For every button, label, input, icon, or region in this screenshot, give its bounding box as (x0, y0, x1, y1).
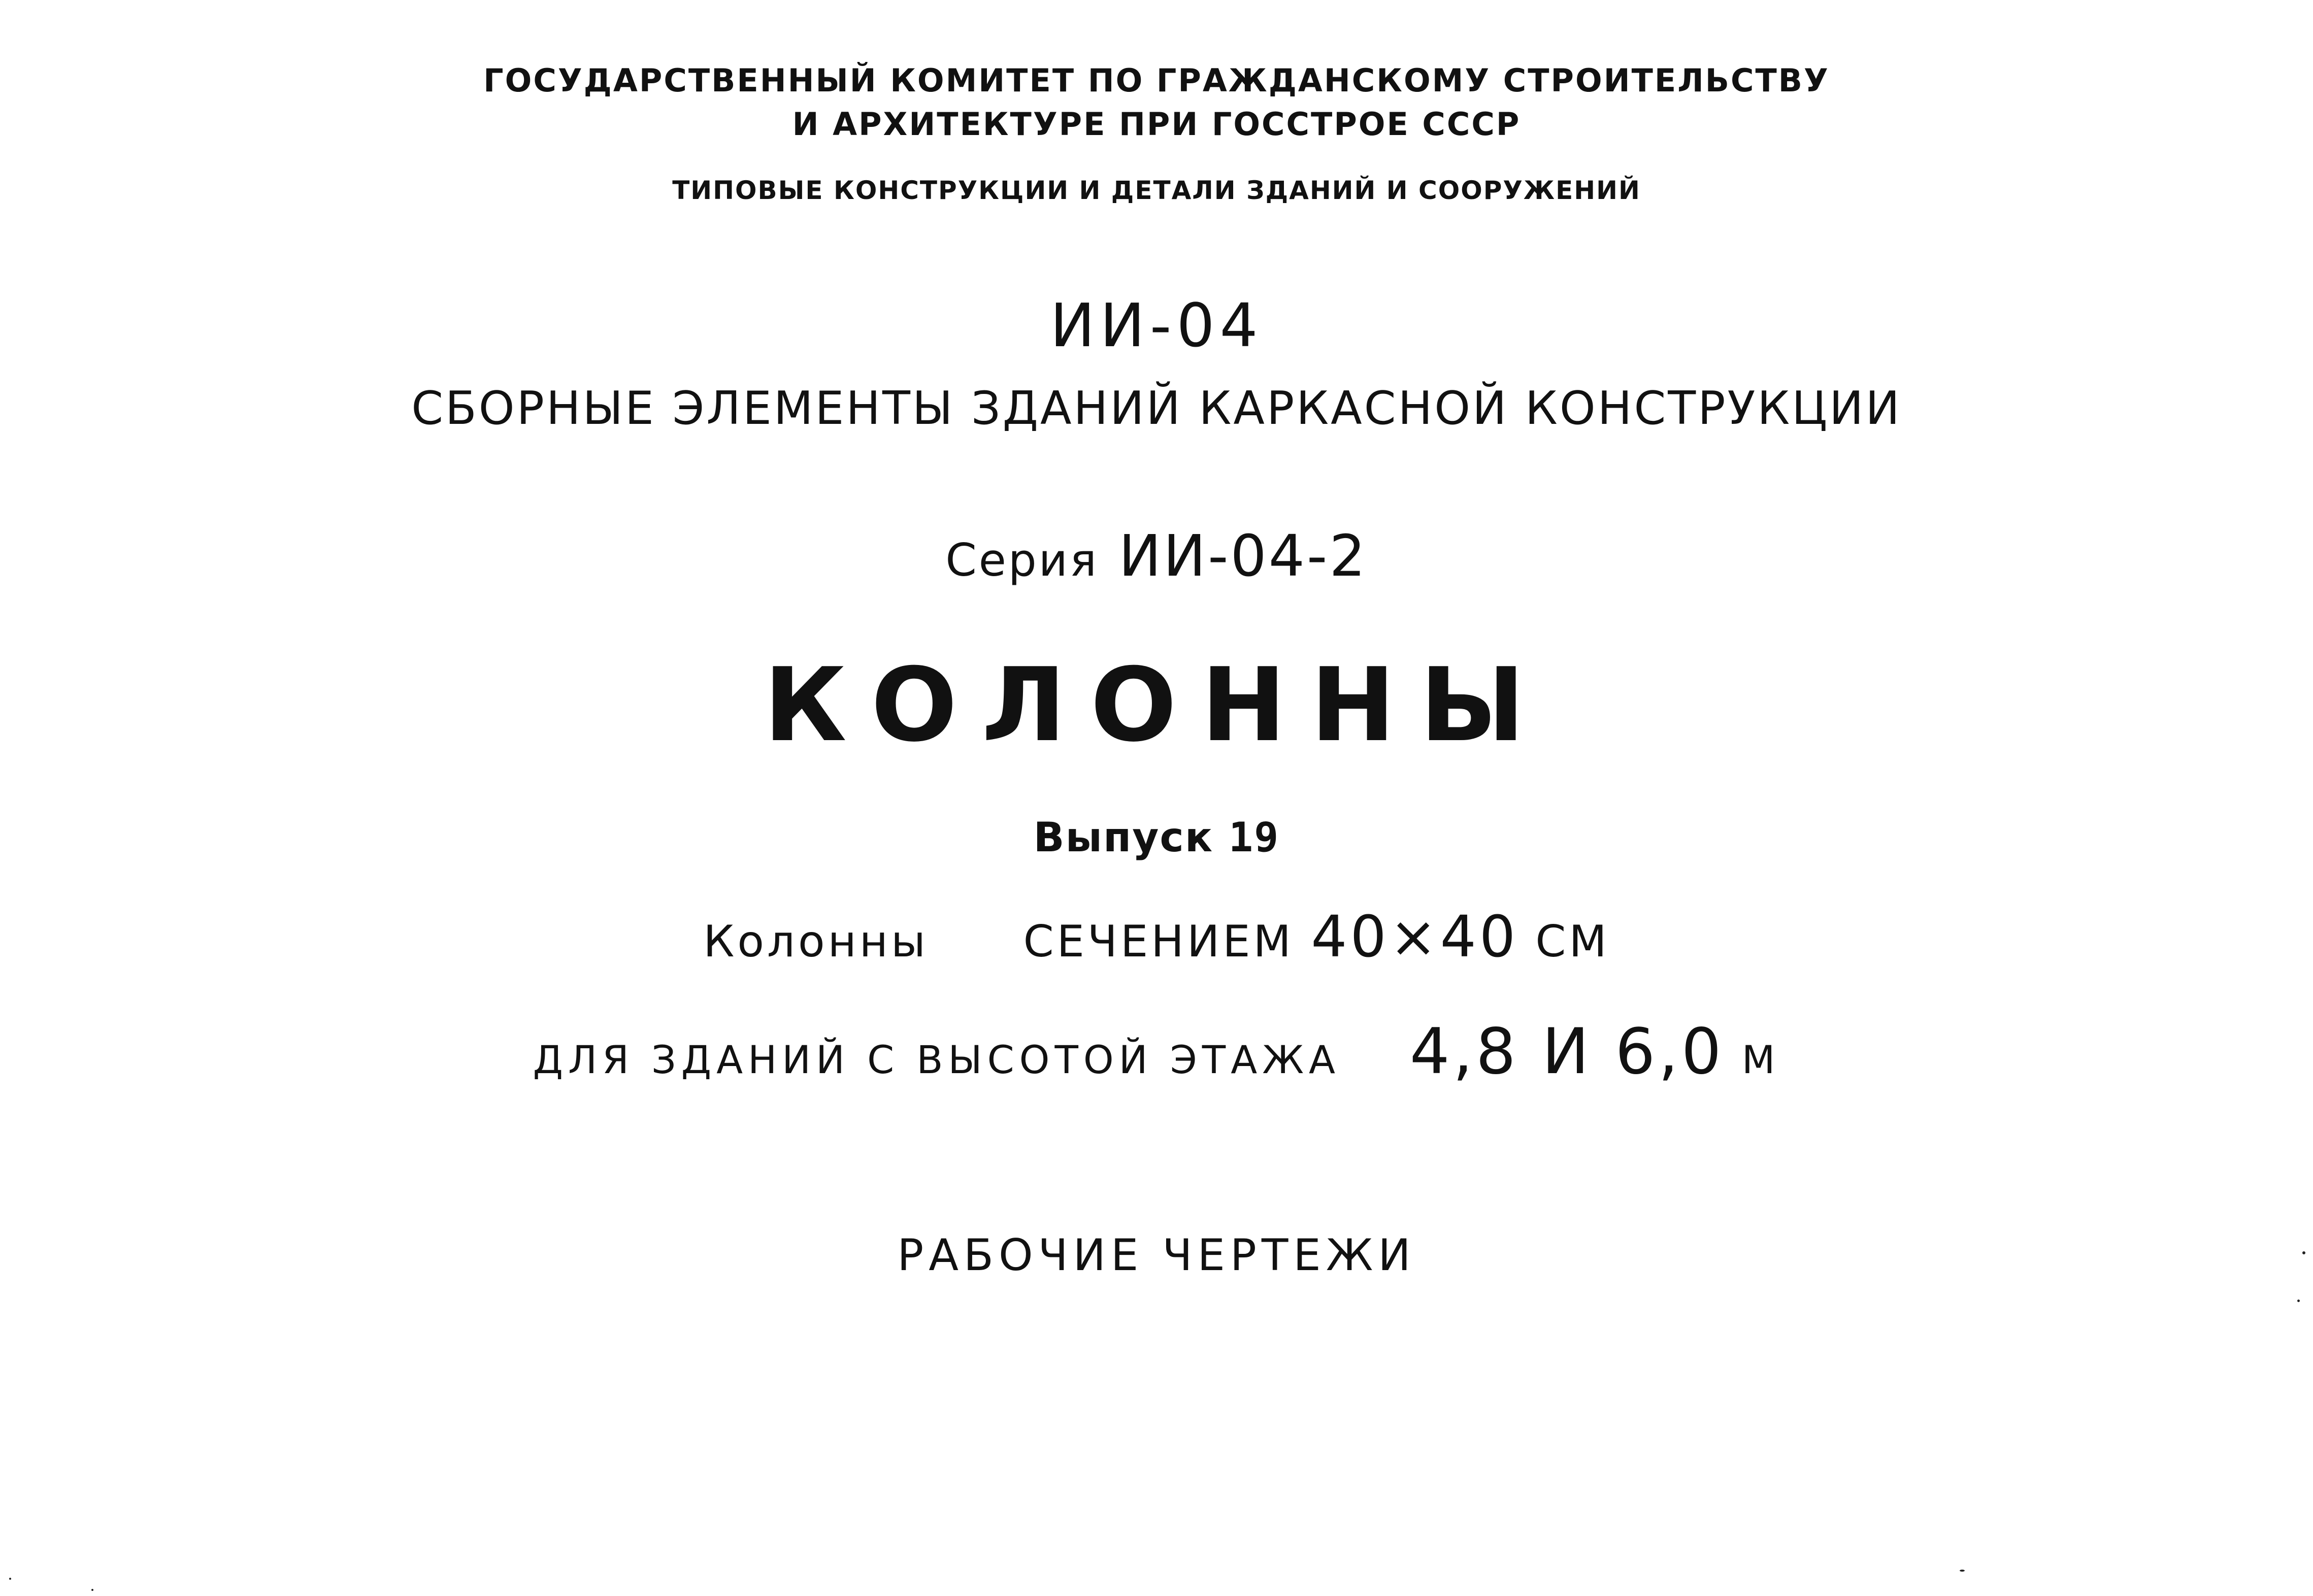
floor-height-value: 4,8 И 6,0 (1409, 1015, 1725, 1088)
issue-label: Выпуск (1033, 814, 1214, 861)
scan-speck (2302, 1251, 2305, 1254)
series-line (0, 523, 2313, 589)
scan-speck (2297, 1300, 2300, 1302)
scan-speck (9, 1578, 11, 1580)
working-drawings-label: РАБОЧИЕ ЧЕРТЕЖИ (897, 1230, 1416, 1281)
header-committee-line-1: ГОСУДАРСТВЕННЫЙ КОМИТЕТ ПО ГРАЖДАНСКОМУ СТРОИТЕЛЬСТВУ (483, 62, 1830, 99)
series-group-title: СБОРНЫЕ ЭЛЕМЕНТЫ ЗДАНИЙ КАРКАСНОЙ КОНСТРУКЦИИ (411, 382, 1902, 435)
scan-speck (1960, 1570, 1965, 1572)
main-title: КОЛОННЫ (764, 646, 1549, 764)
series-code: ИИ-04-2 (1118, 523, 1368, 589)
issue-number: 19 (1229, 814, 1280, 861)
header-committee-line-2: И АРХИТЕКТУРЕ ПРИ ГОССТРОЕ СССР (792, 106, 1521, 143)
header-catalogue-line: ТИПОВЫЕ КОНСТРУКЦИИ И ДЕТАЛИ ЗДАНИЙ И СООРУЖЕНИЙ (672, 176, 1641, 205)
section-word-columns: Колонны (703, 916, 929, 967)
section-line (0, 904, 2313, 970)
section-unit: СМ (1535, 916, 1610, 967)
floor-height-line (0, 1015, 2313, 1088)
series-label: Серия (945, 534, 1099, 586)
section-size: 40×40 (1311, 904, 1519, 970)
floor-height-unit: М (1741, 1037, 1780, 1082)
scan-speck (91, 1589, 93, 1591)
series-group-code: ИИ-04 (1050, 290, 1263, 360)
issue-line (0, 814, 2313, 861)
section-word-cross-section: СЕЧЕНИЕМ (1023, 916, 1294, 967)
floor-height-text: ДЛЯ ЗДАНИЙ С ВЫСОТОЙ ЭТАЖА (533, 1037, 1341, 1082)
